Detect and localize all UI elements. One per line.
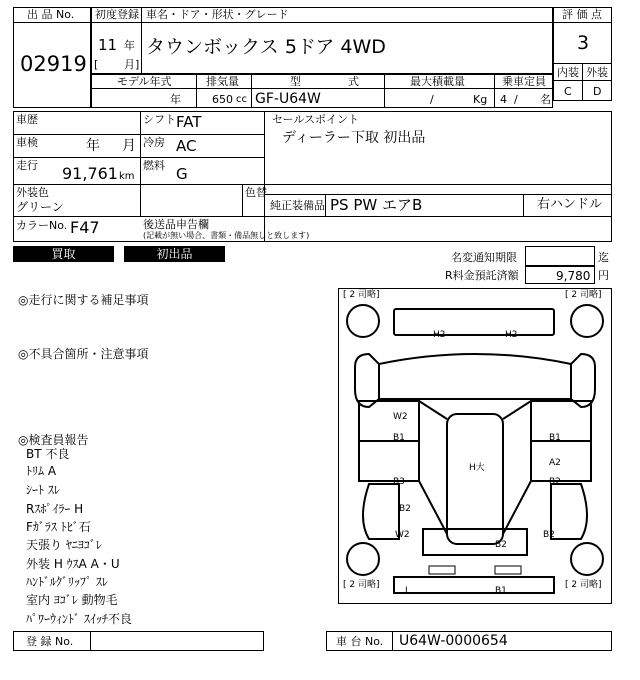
recycle-fee-field: 9,780 [525,266,595,284]
inspection-month-unit: 月 [122,138,136,154]
car-name-label: 車名・ドア・形状・グレード [146,8,289,21]
color-change-label: 色替 [245,186,267,199]
inspector-line: Rｽﾎﾟｲﾗｰ H [26,502,84,516]
name-change-deadline-field [525,246,595,266]
inspector-line: ｼｰﾄ ｽﾚ [26,483,60,497]
shift-label: シフト [143,113,176,126]
sales-point-value: ディーラー下取 初出品 [282,130,426,146]
driving-notes-title: ◎走行に関する補足事項 [18,293,149,307]
chassis-number-label: 車 台 No. [336,635,384,648]
inspection-year-unit: 年 [86,138,100,154]
inspector-line: 室内 ﾖｺﾞﾚ 動物毛 [26,593,118,607]
type-label: 型 [290,75,301,88]
color-no-label: カラーNo. [16,219,68,232]
name-change-deadline-label: 名変通知期限 [451,251,517,264]
tire-rear-right-label: [ 2 司略] [565,580,602,590]
fuel-label: 燃料 [143,159,165,172]
inspector-line: BT 不良 [26,447,70,461]
equipment-label: 純正装備品 [270,199,325,212]
lot-label: 出 品 No. [27,8,75,21]
capacity-value: 4 [500,93,507,106]
post-declare-label: 後送品申告欄 [143,218,209,231]
displacement-unit: cc [236,94,247,105]
inspector-line: ﾊﾟﾜｰｳｨﾝﾄﾞ ｽｲｯﾁ不良 [26,612,132,626]
damage-code: B3 [393,477,405,487]
defects-notes-title: ◎不具合箇所・注意事項 [18,347,149,361]
inspector-line: 外装 H ｳｽA A・U [26,557,120,571]
chassis-number-value: U64W-0000654 [399,633,508,649]
inspection-label: 車検 [16,136,38,149]
exterior-color-value: グリーン [16,200,64,214]
damage-code: H2 [433,330,446,340]
tire-front-left-label: [ 2 司略] [343,290,380,300]
exterior-color-label: 外装色 [16,186,49,199]
listing-button[interactable]: 初出品 [124,246,225,262]
month-unit: 月] [124,58,140,71]
buy-button[interactable]: 買取 [13,246,114,262]
inspector-line: Fｶﾞﾗｽ ﾄﾋﾞ石 [26,520,91,534]
tire-front-right-label: [ 2 司略] [565,290,602,300]
damage-code: B2 [495,540,507,550]
ac-value: AC [176,137,197,155]
displacement-value: 650 [212,93,233,106]
max-load-label: 最大積載量 [410,75,465,88]
history-label: 車歴 [16,113,38,126]
inspector-report-title: ◎検査員報告 [18,433,89,447]
sales-point-label: セールスポイント [272,113,360,126]
equipment-value: PS PW エアB [330,196,423,214]
damage-code: H大 [469,463,485,473]
inspector-line: 天張り ﾔﾆﾖｺﾞﾚ [26,538,102,552]
type-value: GF-U64W [255,91,321,107]
fuel-value: G [176,165,188,183]
exterior-grade: D [593,85,602,98]
car-name: タウンボックス 5ドア 4WD [146,36,386,58]
model-year-label: モデル年式 [117,75,172,88]
type-label-2: 式 [348,75,359,88]
mileage-value: 91,761 [62,164,118,183]
interior-label: 内装 [557,66,579,79]
lot-number: 02919 [20,52,87,76]
tire-rear-left-label: [ 2 司略] [343,580,380,590]
grade-value: 3 [577,32,590,54]
post-declare-note: (記載が無い場合、書類・備品無しと致します) [143,231,310,240]
damage-code: B1 [393,433,405,443]
name-change-suffix: 迄 [598,251,609,264]
exterior-label: 外装 [586,66,608,79]
capacity-unit: 名 [540,93,551,106]
ac-label: 冷房 [143,136,165,149]
max-load-unit: Kg [473,93,488,106]
damage-code: B2 [543,530,555,540]
inspector-line: ﾄﾘﾑ A [26,464,57,478]
damage-code: B2 [549,477,561,487]
capacity-slash: / [514,93,518,106]
damage-code: B2 [399,504,411,514]
recycle-fee-label: R料金預託済額 [445,269,519,282]
displacement-label: 排気量 [206,75,239,88]
year-unit: 年 [124,39,135,52]
interior-grade: C [564,85,572,98]
steering-value: 右ハンドル [537,197,603,212]
grade-label: 評 価 点 [562,8,602,21]
car-outline [339,289,611,603]
month-bracket: [ [94,58,99,71]
inspector-line: ﾊﾝﾄﾞﾙｸﾞﾘｯﾌﾟ ｽﾚ [26,575,108,589]
first-registration-label: 初度登録 [95,8,139,21]
damage-code: H2 [505,330,518,340]
mileage-unit: km [119,171,135,182]
model-year-unit: 年 [170,93,181,106]
first-registration-year: 11 [98,36,118,54]
damage-code: W2 [395,530,410,540]
damage-code: B1 [549,433,561,443]
damage-code: B1 [495,586,507,596]
color-no-value: F47 [70,218,100,237]
capacity-label: 乗車定員 [502,75,546,88]
vehicle-diagram [338,288,612,604]
max-load-slash: / [430,93,434,106]
damage-code: A2 [549,458,561,468]
damage-code: L [405,586,411,596]
registration-number-label: 登 録 No. [26,635,74,648]
recycle-fee-suffix: 円 [598,269,609,282]
shift-value: FAT [176,113,202,131]
damage-code: W2 [393,412,408,422]
mileage-label: 走行 [16,159,38,172]
